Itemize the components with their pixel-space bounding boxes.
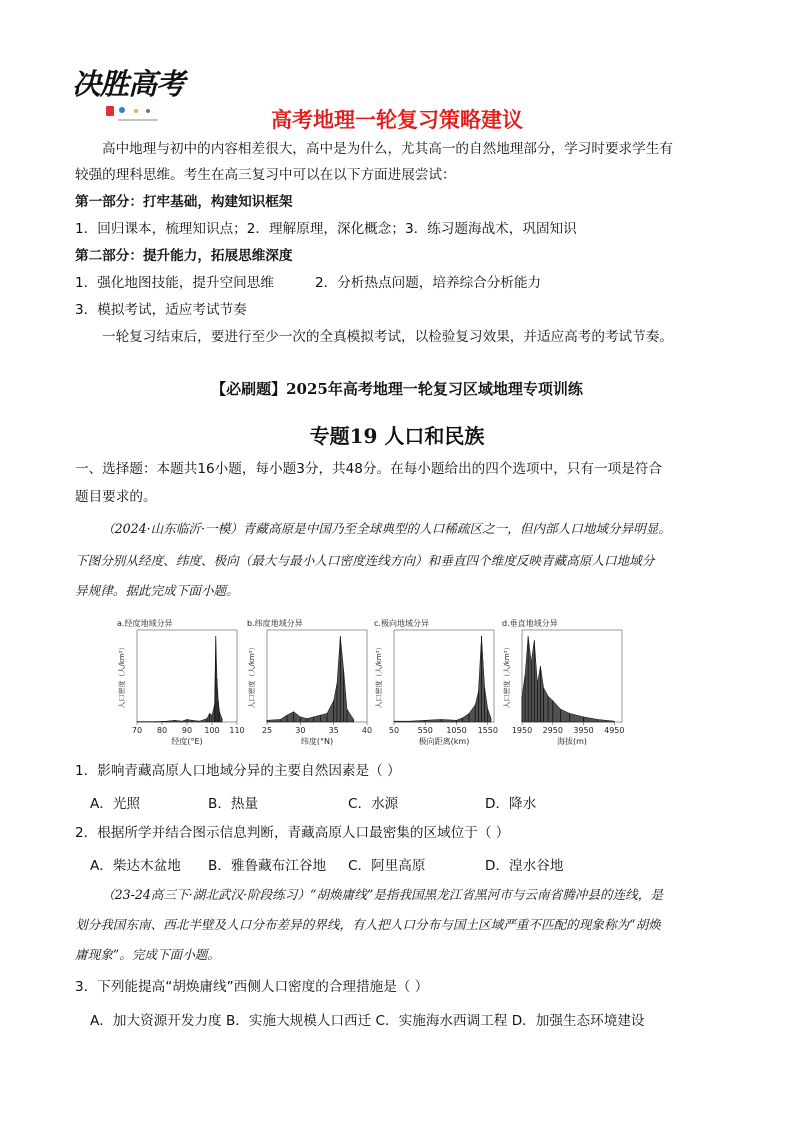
- chart-xtick-label: 90: [181, 726, 193, 735]
- intro-line-2: 较强的理科思维。考生在高三复习中可以在以下方面进展尝试：: [75, 167, 456, 183]
- material1-line-1: （2024·山东临沂·一模）青藏高原是中国乃至全球典型的人口稀疏区之一，但内部人口地域分异明显。: [102, 521, 671, 536]
- chart-xtick-label: 100: [204, 726, 220, 735]
- section-line-2: 题目要求的。: [75, 489, 157, 505]
- chart-area-series: [522, 636, 614, 722]
- question-1-option-b[interactable]: B．热量: [208, 796, 259, 812]
- chart-xlabel: 极向距离(km): [418, 737, 470, 746]
- chart-xtick-label: 50: [388, 726, 400, 735]
- question-1-option-d[interactable]: D．降水: [485, 796, 537, 812]
- chart-area-series: [394, 636, 491, 722]
- question-3-stem: 3．下列能提高“胡焕庸线”西侧人口密度的合理措施是（ ）: [75, 979, 429, 995]
- page-title: 高考地理一轮复习策略建议: [271, 108, 523, 132]
- chart-c: [372, 618, 502, 748]
- chart-title: a.经度地域分异: [117, 619, 173, 628]
- material2-line-1: （23-24高三下·湖北武汉·阶段练习）“胡焕庸线”是指我国黑龙江省黑河市与云南省腾冲县的连线，是: [102, 887, 663, 902]
- part2-heading: 第二部分：提升能力，拓展思维深度: [75, 248, 293, 264]
- chart-b: [245, 618, 375, 748]
- chart-title: c.极向地域分异: [374, 619, 429, 628]
- material1-line-3: 异规律。据此完成下面小题。: [75, 583, 239, 598]
- question-1-option-a[interactable]: A．光照: [90, 796, 141, 812]
- chart-xtick-label: 4950: [604, 726, 625, 735]
- chart-xtick-label: 110: [229, 726, 245, 735]
- question-2-option-a[interactable]: A．柴达木盆地: [90, 858, 181, 874]
- chart-xtick-label: 3950: [573, 726, 594, 735]
- chart-xtick-label: 35: [328, 726, 339, 735]
- chart-xtick-label: 25: [261, 726, 273, 735]
- material2-line-3: 庸现象”。完成下面小题。: [75, 947, 220, 962]
- chart-xtick-label: 2950: [542, 726, 563, 735]
- chart-xtick-label: 1550: [477, 726, 498, 735]
- material2-line-2: 划分我国东南、西北半壁及人口分布差异的界线，有人把人口分布与国土区域严重不匹配的现象称为“胡焕: [75, 917, 661, 932]
- chart-c-svg: [372, 618, 502, 748]
- question-1-option-c[interactable]: C．水源: [348, 796, 399, 812]
- part1-heading: 第一部分：打牢基础，构建知识框架: [75, 194, 293, 210]
- chart-ylabel: 人口密度（人/km²）: [503, 643, 511, 709]
- chart-frame: [267, 630, 367, 722]
- question-3-options[interactable]: A．加大资源开发力度 B．实施大规模人口西迁 C．实施海水西调工程 D．加强生态环境建设: [90, 1013, 645, 1029]
- chart-title: d.垂直地域分异: [502, 619, 558, 628]
- chart-xtick-label: 80: [156, 726, 168, 735]
- chart-area-series: [137, 636, 222, 722]
- chart-xtick-label: 70: [131, 726, 143, 735]
- chart-a-svg: [115, 618, 245, 748]
- chart-b-svg: [245, 618, 375, 748]
- logo-text: 决胜高考: [72, 67, 185, 101]
- chart-xlabel: 海拔(m): [556, 737, 588, 746]
- topic-title: 专题19 人口和民族: [309, 424, 485, 448]
- section-line-1: 一、选择题：本题共16小题，每小题3分，共48分。在每小题给出的四个选项中，只有一项是符合: [75, 461, 662, 477]
- chart-xtick-label: 40: [361, 726, 373, 735]
- question-2-option-c[interactable]: C．阿里高原: [348, 858, 426, 874]
- chart-xtick-label: 1950: [511, 726, 533, 735]
- chart-title: b.纬度地域分异: [247, 619, 303, 628]
- question-2-option-b[interactable]: B．雅鲁藏布江谷地: [208, 858, 327, 874]
- chart-xtick-label: 550: [417, 726, 433, 735]
- part2-item-2: 2．分析热点问题，培养综合分析能力: [315, 275, 542, 291]
- part2-item-1: 1．强化地图技能，提升空间思维: [75, 275, 274, 291]
- chart-xtick-label: 1050: [446, 726, 467, 735]
- chart-ylabel: 人口密度（人/km²）: [248, 643, 256, 709]
- chart-ylabel: 人口密度（人/km²）: [118, 643, 126, 709]
- part2-item-3: 3．模拟考试，适应考试节奏: [75, 302, 247, 318]
- chart-a: [115, 618, 245, 748]
- chart-d-svg: [500, 618, 630, 748]
- question-2-option-d[interactable]: D．湟水谷地: [485, 858, 564, 874]
- part2-note: 一轮复习结束后，要进行至少一次的全真模拟考试，以检验复习效果，并适应高考的考试节奏。: [102, 329, 673, 345]
- part1-items: 1．回归课本，梳理知识点；2．理解原理，深化概念；3．练习题海战术，巩固知识: [75, 221, 577, 237]
- chart-d: [500, 618, 630, 748]
- question-1-stem: 1．影响青藏高原人口地域分异的主要自然因素是（ ）: [75, 763, 401, 779]
- material1-line-2: 下图分别从经度、纬度、极向（最大与最小人口密度连线方向）和垂直四个维度反映青藏高原人口地域分: [75, 553, 655, 568]
- intro-line-1: 高中地理与初中的内容相差很大，高中是为什么，尤其高一的自然地理部分，学习时要求学生有: [102, 141, 673, 157]
- chart-xtick-label: 30: [295, 726, 306, 735]
- question-2-stem: 2．根据所学并结合图示信息判断，青藏高原人口最密集的区域位于（ ）: [75, 825, 510, 841]
- chart-xlabel: 经度(°E): [171, 737, 203, 746]
- chart-ylabel: 人口密度（人/km²）: [375, 643, 383, 709]
- chart-xlabel: 纬度(°N): [300, 737, 334, 746]
- exam-banner: 【必刷题】2025年高考地理一轮复习区域地理专项训练: [211, 380, 583, 398]
- chart-frame: [137, 630, 237, 722]
